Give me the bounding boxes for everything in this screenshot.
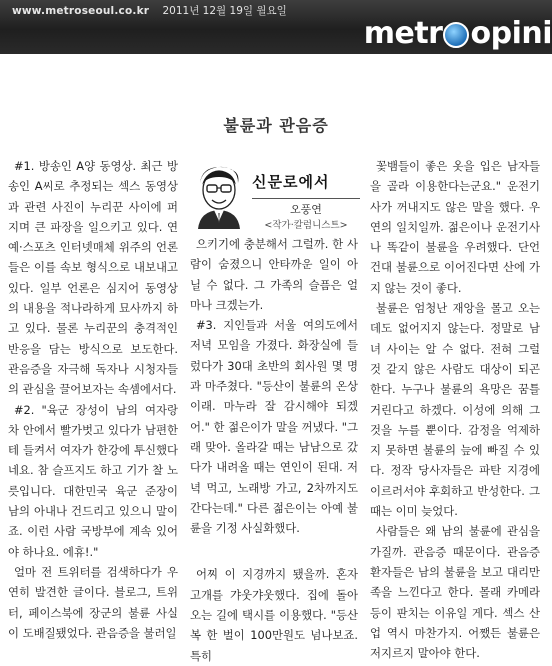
paragraph: #3. 지인들과 서울 여의도에서 저녁 모임을 가졌다. 화장실에 들렀다가 30대 초반의 회사원 몇 명과 마주쳤다. "등산이 불륜의 온상이래. 마누라 잘 감시해야 되겠어." 한 젊은이가 말을 꺼냈다. "그래 맞아. 올라갈 때는 남남으로 갔다가 내려올 때는 연인이 된대. 저녁 먹고, 노래방 가고, 2차까지도 간다는데." 다른 젊은이는 아예 불륜을 기정 사실화했다. — [190, 318, 358, 536]
issue-date: 2011년 12월 19일 월요일 — [162, 5, 287, 17]
metro-opinion-logo — [364, 16, 552, 50]
paragraph: 어찌 이 지경까지 됐을까. 혼자 고개를 갸웃갸웃했다. 집에 돌아오는 길에 택시를 이용했다. "등산복 한 벌이 100만원도 넘나보죠. 특히 — [190, 567, 358, 663]
byline-divider — [252, 198, 360, 199]
paragraph: 꽃뱀들이 좋은 옷을 입은 남자들을 골라 이용한다는군요." 운전기사가 꺼내지도 않은 말을 했다. 우연의 일치일까. 젊은이나 운전기사나 똑같이 불륜을 우려했다. 단언건대 불륜으로 이어진다면 산에 가지 않는 것이 좋다. — [370, 159, 540, 295]
article-headline: 불륜과 관음증 — [223, 116, 329, 135]
paragraph: 으키기에 충분해서 그럴까. 한 사람이 숨졌으니 안타까운 일이 아닐 수 없다. 그 가족의 슬픔은 얼마나 크겠는가. — [190, 237, 358, 312]
column-section-title: 신문로에서 — [252, 173, 330, 191]
paragraph: #1. 방송인 A양 동영상. 최근 방송인 A씨로 추정되는 섹스 동영상과 관련 사진이 누리꾼 사이에 퍼지며 큰 파장을 일으키고 있다. 연예·스포츠 인터넷매체 위주의 언론들은 이를 속보 형식으로 내보내고 있다. 일부 언론은 심지어 동영상의 내용을 적나라하게 묘사까지 하고 있다. 물론 누리꾼의 충격적인 반응을 담는 방식으로 보도한다. 관음증을 자극해 독자나 시청자들의 관심을 끌어보자는 속셈에서다. — [8, 159, 178, 397]
masthead-info — [12, 3, 287, 18]
site-url[interactable]: www.metroseoul.co.kr — [12, 5, 150, 17]
paragraph: 사람들은 왜 남의 불륜에 관심을 가질까. 관음증 때문이다. 관음증 환자들은 남의 불륜을 보고 대리만족을 느낀다고 한다. 몰래 카메라 등이 판치는 이유일 게다. 섹스 산업 역시 마찬가지. 어쨌든 불륜은 저지르지 말아야 한다. — [370, 524, 540, 661]
brand-right-text: opini — [470, 15, 552, 51]
paragraph: #2. "육군 장성이 남의 여자랑 차 안에서 빨가벗고 있다가 남편한테 들켜서 여자가 한강에 투신했다네요. 참 슬프지도 하고 기가 찰 노릇입니다. 대한민국 육군 준장이 남의 아내나 건드리고 있으니 말이죠. 이런 사람 국방부에 계속 있어야 하나요. 에휴!." — [8, 402, 178, 559]
paragraph: 불륜은 엄청난 재앙을 몰고 오는데도 없어지지 않는다. 정말로 남녀 사이는 알 수 없다. 전혀 그럴 것 같지 않은 사람도 대상이 되곤 한다. 누구나 불륜의 욕망은 꿈틀거린다고 하겠다. 이성에 의해 그것을 누를 뿐이다. 감정을 억제하지 못하면 불륜의 늪에 빠질 수 있다. 정작 당사자들은 파탄 지경에 이르러서야 후회하고 반성한다. 그때는 이미 늦었다. — [370, 301, 540, 519]
byline-box — [186, 163, 362, 233]
article-column-2 — [190, 234, 358, 666]
author-caricature — [188, 163, 250, 229]
globe-icon — [443, 22, 469, 48]
masthead-bar — [0, 0, 552, 54]
author-name: 오풍연 — [290, 203, 322, 216]
brand-left-text: metr — [363, 15, 443, 51]
article-column-1 — [8, 156, 178, 643]
paragraph: 얼마 전 트위터를 검색하다가 우연히 발견한 글이다. 블로그, 트위터, 페이스북에 장군의 불륜 사실이 도배질됐었다. 관음증을 불러일 — [8, 564, 178, 640]
paragraph-gap — [190, 538, 358, 564]
article-column-3 — [370, 156, 540, 663]
author-role: <작가·칼럼니스트> — [264, 220, 348, 231]
